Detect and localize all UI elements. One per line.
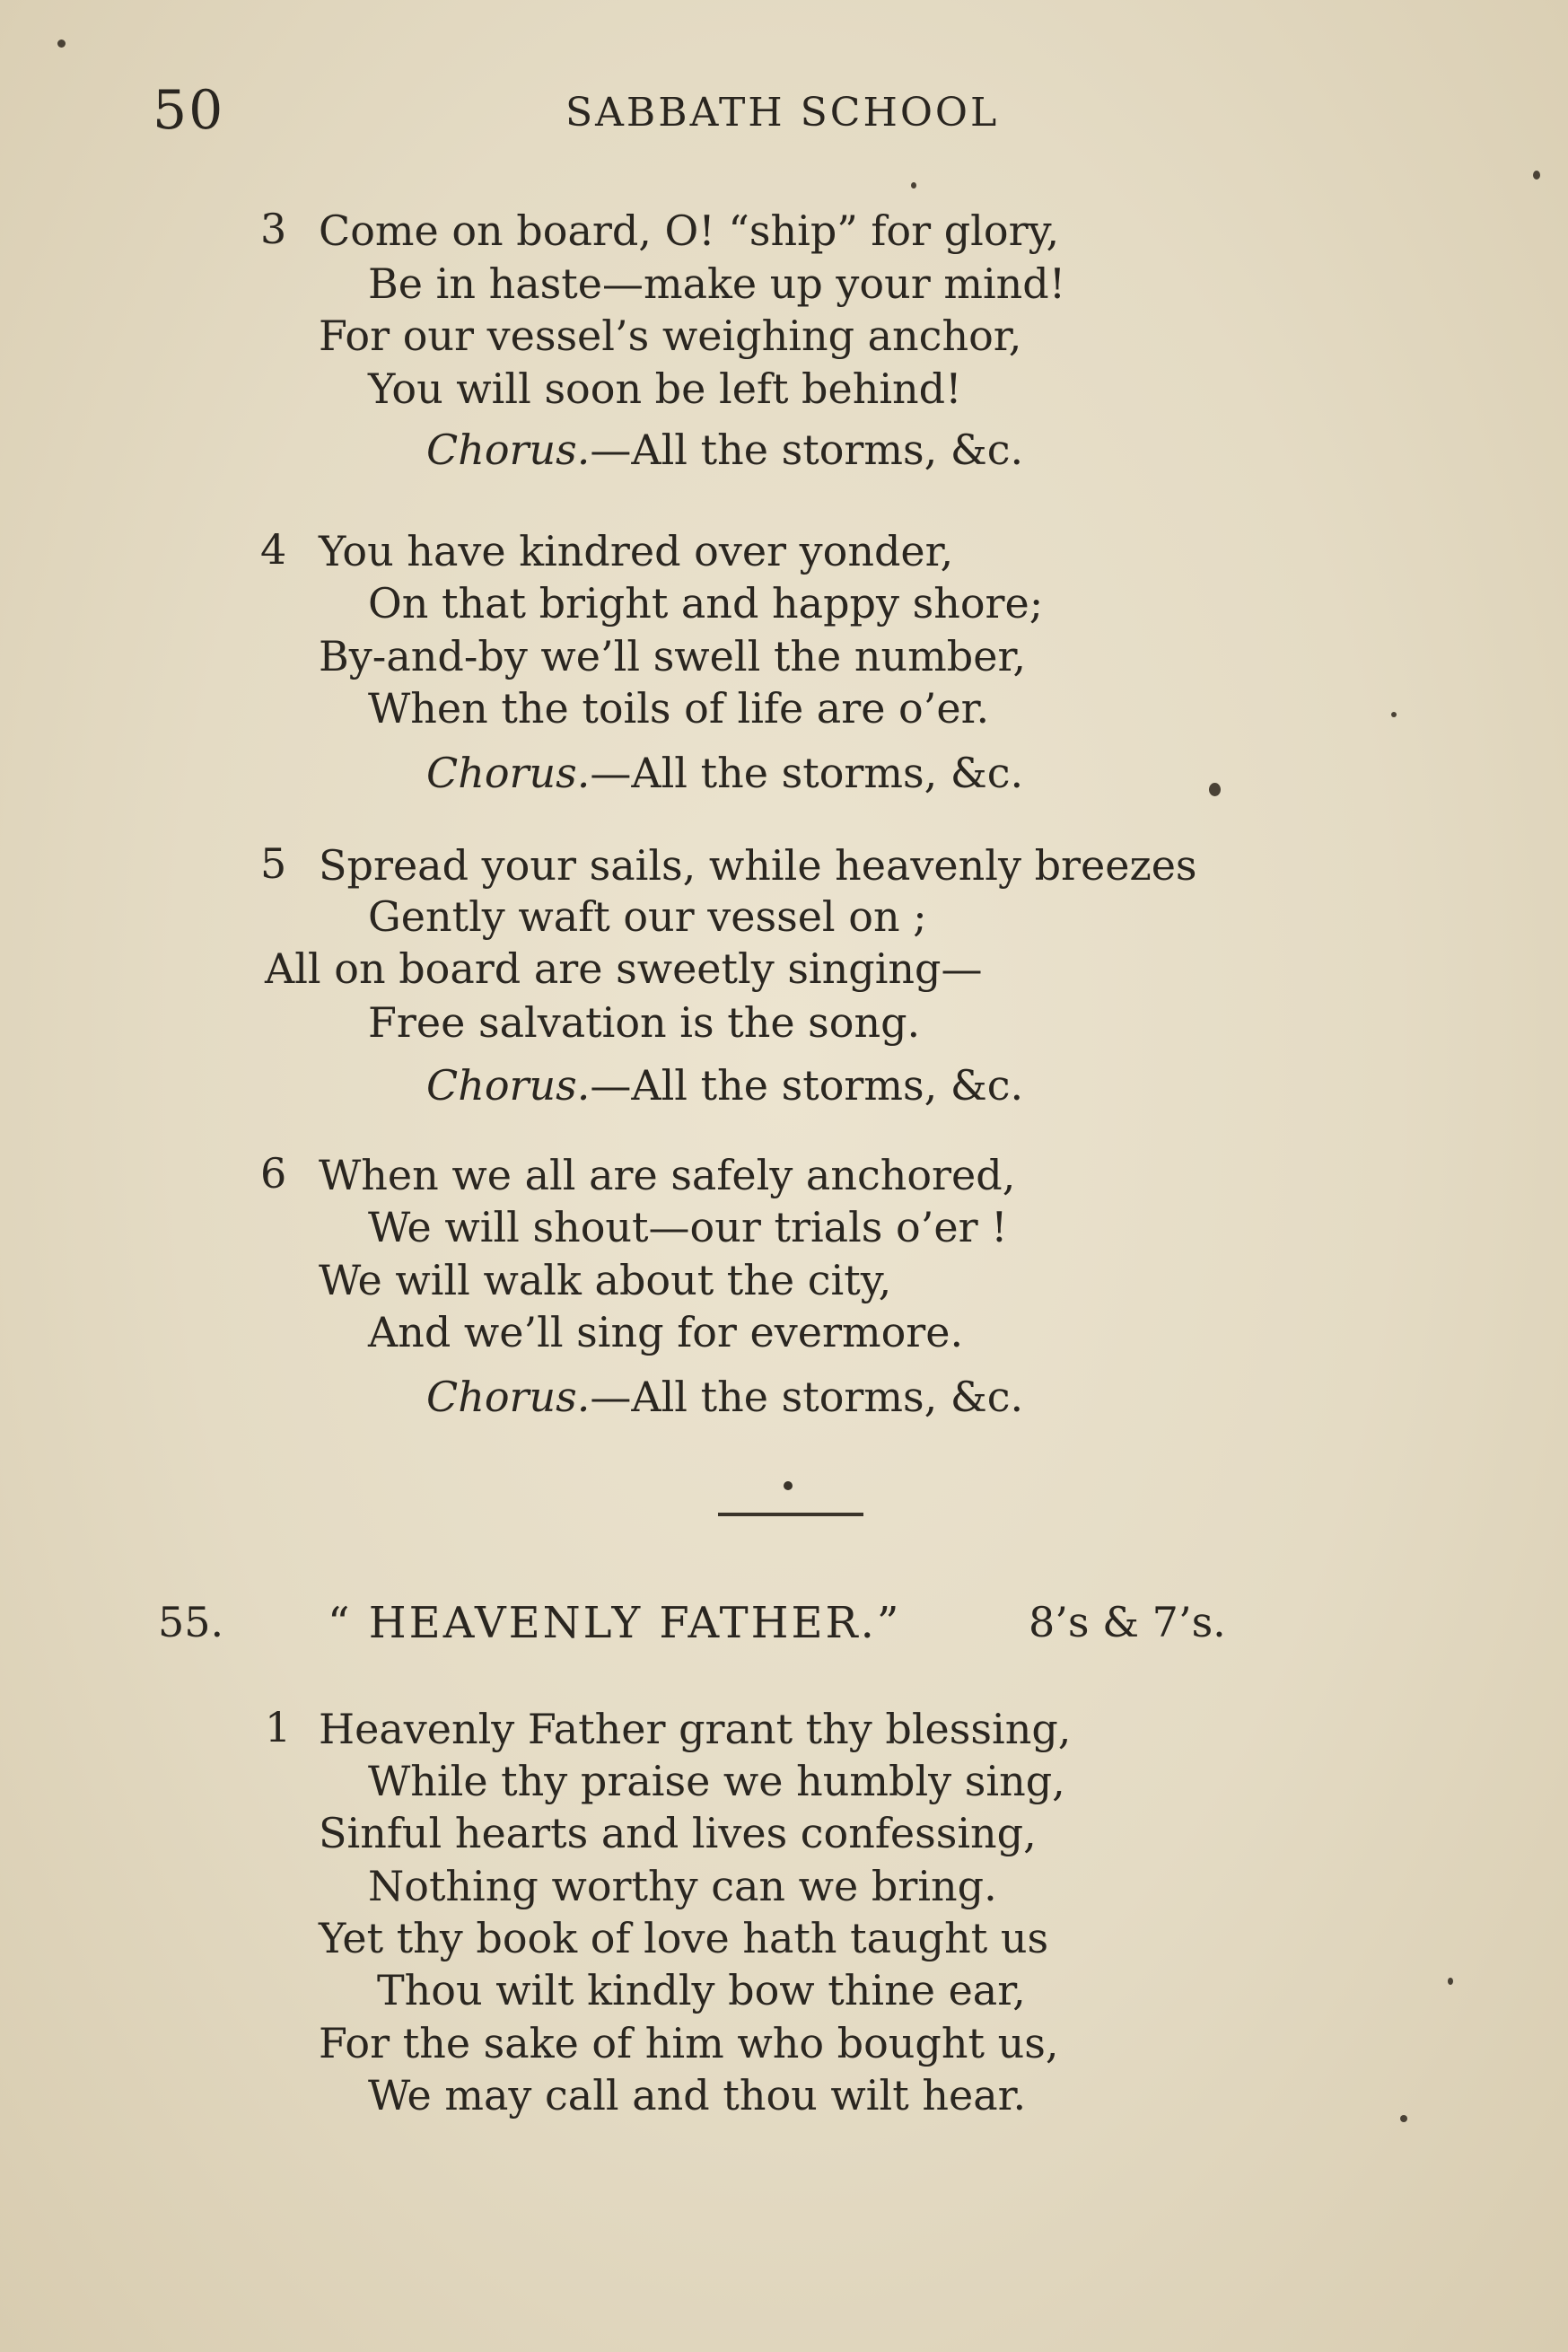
paper-speck bbox=[1209, 783, 1221, 796]
hymn-meter: 8’s & 7’s. bbox=[1029, 1598, 1226, 1646]
verse-line: We will shout—our trials o’er ! bbox=[368, 1203, 1008, 1251]
paper-speck bbox=[57, 39, 66, 48]
hymn-number: 55. bbox=[158, 1598, 224, 1646]
verse-line: By-and-by we’ll swell the number, bbox=[319, 632, 1026, 680]
verse-line: We will walk about the city, bbox=[319, 1256, 892, 1304]
verse-line: You will soon be left behind! bbox=[368, 364, 962, 413]
verse-line: Spread your sails, while heavenly breezes bbox=[319, 841, 1197, 890]
verse-number: 3 bbox=[260, 205, 287, 253]
ornament-dot bbox=[784, 1481, 793, 1490]
running-head: SABBATH SCHOOL bbox=[565, 90, 1000, 136]
chorus-line bbox=[426, 1059, 1023, 1111]
verse-line: Be in haste—make up your mind! bbox=[368, 259, 1066, 308]
page-number: 50 bbox=[153, 79, 225, 142]
paper-speck bbox=[911, 182, 916, 189]
verse-line: Heavenly Father grant thy blessing, bbox=[319, 1705, 1072, 1753]
paper-speck bbox=[1533, 171, 1540, 180]
verse-line: While thy praise we humbly sing, bbox=[368, 1757, 1065, 1805]
verse-number: 5 bbox=[260, 839, 287, 888]
chorus-line bbox=[426, 424, 1023, 476]
verse-line: Sinful hearts and lives confessing, bbox=[319, 1809, 1037, 1857]
chorus-text: —All the storms, &c. bbox=[590, 426, 1024, 474]
chorus-label: Chorus. bbox=[426, 426, 591, 474]
verse-line: Yet thy book of love hath taught us bbox=[319, 1914, 1049, 1962]
verse-line: And we’ll sing for evermore. bbox=[368, 1308, 964, 1356]
verse-number: 6 bbox=[260, 1149, 287, 1198]
verse-line: Nothing worthy can we bring. bbox=[368, 1862, 997, 1910]
verse-line: All on board are sweetly singing— bbox=[265, 944, 983, 993]
verse-line: Gently waft our vessel on ; bbox=[368, 892, 927, 941]
chorus-label: Chorus. bbox=[426, 1061, 591, 1110]
verse-line: For the sake of him who bought us, bbox=[319, 2019, 1059, 2067]
chorus-label: Chorus. bbox=[426, 1373, 591, 1421]
verse-number: 4 bbox=[260, 525, 287, 574]
verse-line: We may call and thou wilt hear. bbox=[368, 2071, 1027, 2119]
verse-number: 1 bbox=[265, 1703, 292, 1751]
verse-line: When the toils of life are o’er. bbox=[368, 684, 990, 733]
section-divider bbox=[718, 1513, 863, 1516]
paper-speck bbox=[1391, 712, 1397, 717]
chorus-line bbox=[426, 1371, 1023, 1423]
chorus-text: —All the storms, &c. bbox=[590, 1061, 1024, 1110]
chorus-line bbox=[426, 747, 1023, 799]
paper-speck bbox=[1400, 2115, 1407, 2122]
verse-line: When we all are safely anchored, bbox=[319, 1151, 1016, 1199]
verse-line: Come on board, O! “ship” for glory, bbox=[319, 206, 1060, 255]
verse-line: For our vessel’s weighing anchor, bbox=[319, 312, 1022, 360]
chorus-label: Chorus. bbox=[426, 749, 591, 797]
chorus-text: —All the storms, &c. bbox=[590, 749, 1024, 797]
chorus-text: —All the storms, &c. bbox=[590, 1373, 1024, 1421]
hymn-title: “ HEAVENLY FATHER.” bbox=[328, 1598, 902, 1648]
verse-line: You have kindred over yonder, bbox=[319, 527, 954, 575]
verse-line: Thou wilt kindly bow thine ear, bbox=[377, 1966, 1026, 2014]
verse-line: Free salvation is the song. bbox=[368, 998, 921, 1047]
paper-speck bbox=[1448, 1978, 1453, 1985]
verse-line: On that bright and happy shore; bbox=[368, 579, 1044, 627]
